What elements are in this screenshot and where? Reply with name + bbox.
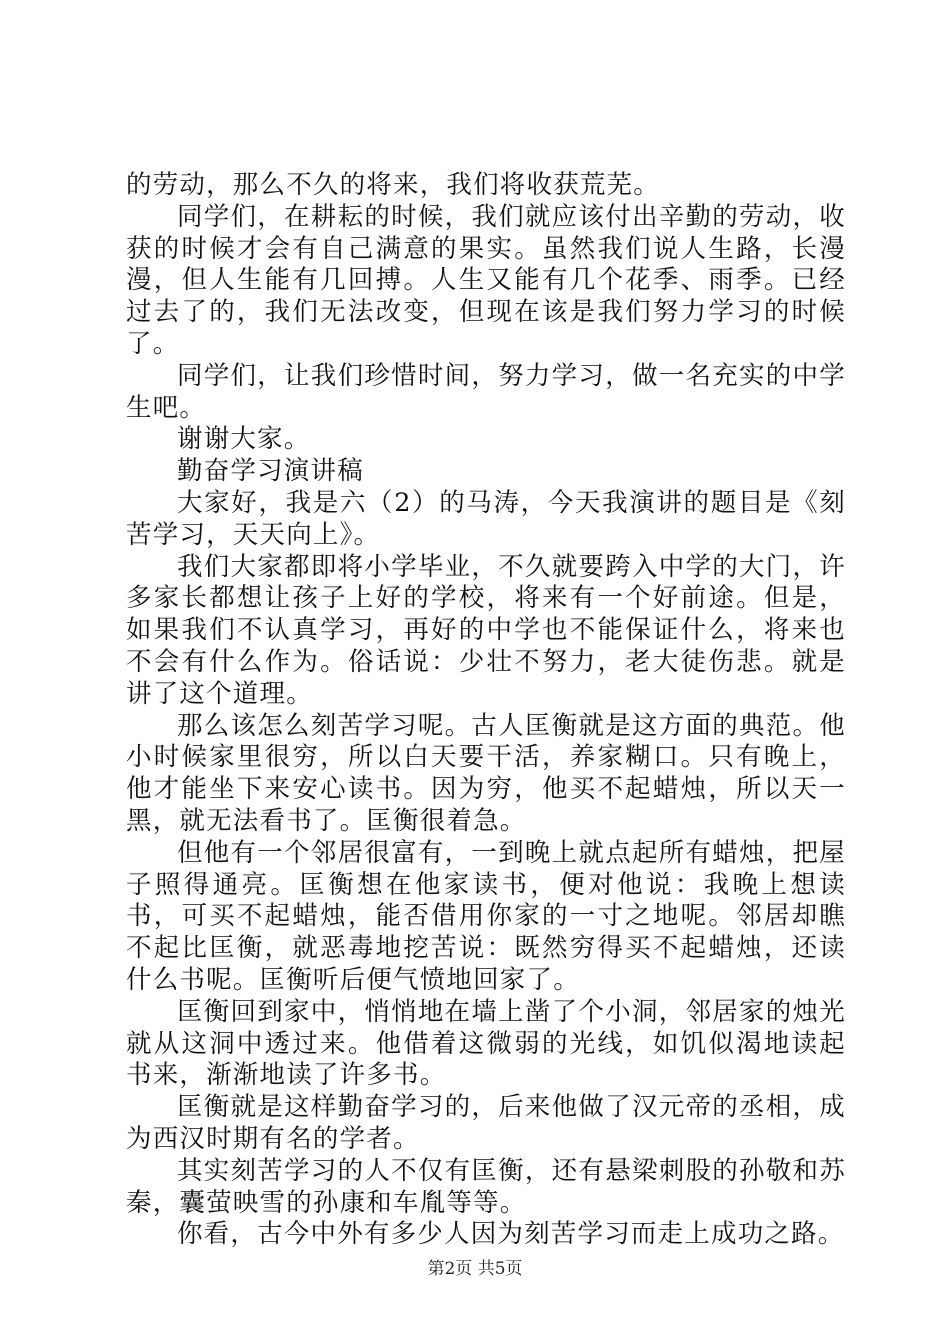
paragraph: 其实刻苦学习的人不仅有匡衡，还有悬梁刺股的孙敬和苏秦，囊萤映雪的孙康和车胤等等。	[126, 1155, 846, 1218]
paragraph: 谢谢大家。	[177, 424, 311, 455]
paragraph: 你看，古今中外有多少人因为刻苦学习而走上成功之路。	[177, 1219, 845, 1250]
paragraph: 匡衡回到家中，悄悄地在墙上凿了个小洞，邻居家的烛光就从这洞中透过来。他借着这微弱的光线，如饥似渴地读起书来，渐渐地读了许多书。	[126, 996, 846, 1091]
paragraph: 我们大家都即将小学毕业，不久就要跨入中学的大门，许多家长都想让孩子上好的学校，将来有一个好前途。但是，如果我们不认真学习，再好的中学也不能保证什么，将来也不会有什么作为。俗话说：少壮不努力，老大徒伤悲。就是讲了这个道理。	[126, 551, 846, 709]
paragraph: 匡衡就是这样勤奋学习的，后来他做了汉元帝的丞相，成为西汉时期有名的学者。	[126, 1092, 846, 1154]
paragraph: 的劳动，那么不久的将来，我们将收获荒芜。	[126, 170, 661, 200]
document-body	[126, 170, 846, 1251]
paragraph: 大家好，我是六（2）的马涛，今天我演讲的题目是《刻苦学习，天天向上》。	[126, 487, 846, 550]
speech-title: 勤奋学习演讲稿	[177, 456, 364, 487]
paragraph: 同学们，让我们珍惜时间，努力学习，做一名充实的中学生吧。	[126, 360, 846, 423]
paragraph: 同学们，在耕耘的时候，我们就应该付出辛勤的劳动，收获的时候才会有自己满意的果实。虽然我们说人生路，长漫漫，但人生能有几回搏。人生又能有几个花季、雨季。已经过去了的，我们无法改变，但现在该是我们努力学习的时候了。	[126, 201, 846, 359]
paragraph: 但他有一个邻居很富有，一到晚上就点起所有蜡烛，把屋子照得通亮。匡衡想在他家读书，便对他说：我晚上想读书，可买不起蜡烛，能否借用你家的一寸之地呢。邻居却瞧不起比匡衡，就恶毒地挖苦说：既然穷得买不起蜡烛，还读什么书呢。匡衡听后便气愤地回家了。	[126, 837, 846, 995]
page-number: 第2页 共5页	[427, 1259, 523, 1279]
paragraph: 那么该怎么刻苦学习呢。古人匡衡就是这方面的典范。他小时候家里很穷，所以白天要干活，养家糊口。只有晚上，他才能坐下来安心读书。因为穷，他买不起蜡烛，所以天一黑，就无法看书了。匡衡很着急。	[126, 710, 846, 836]
